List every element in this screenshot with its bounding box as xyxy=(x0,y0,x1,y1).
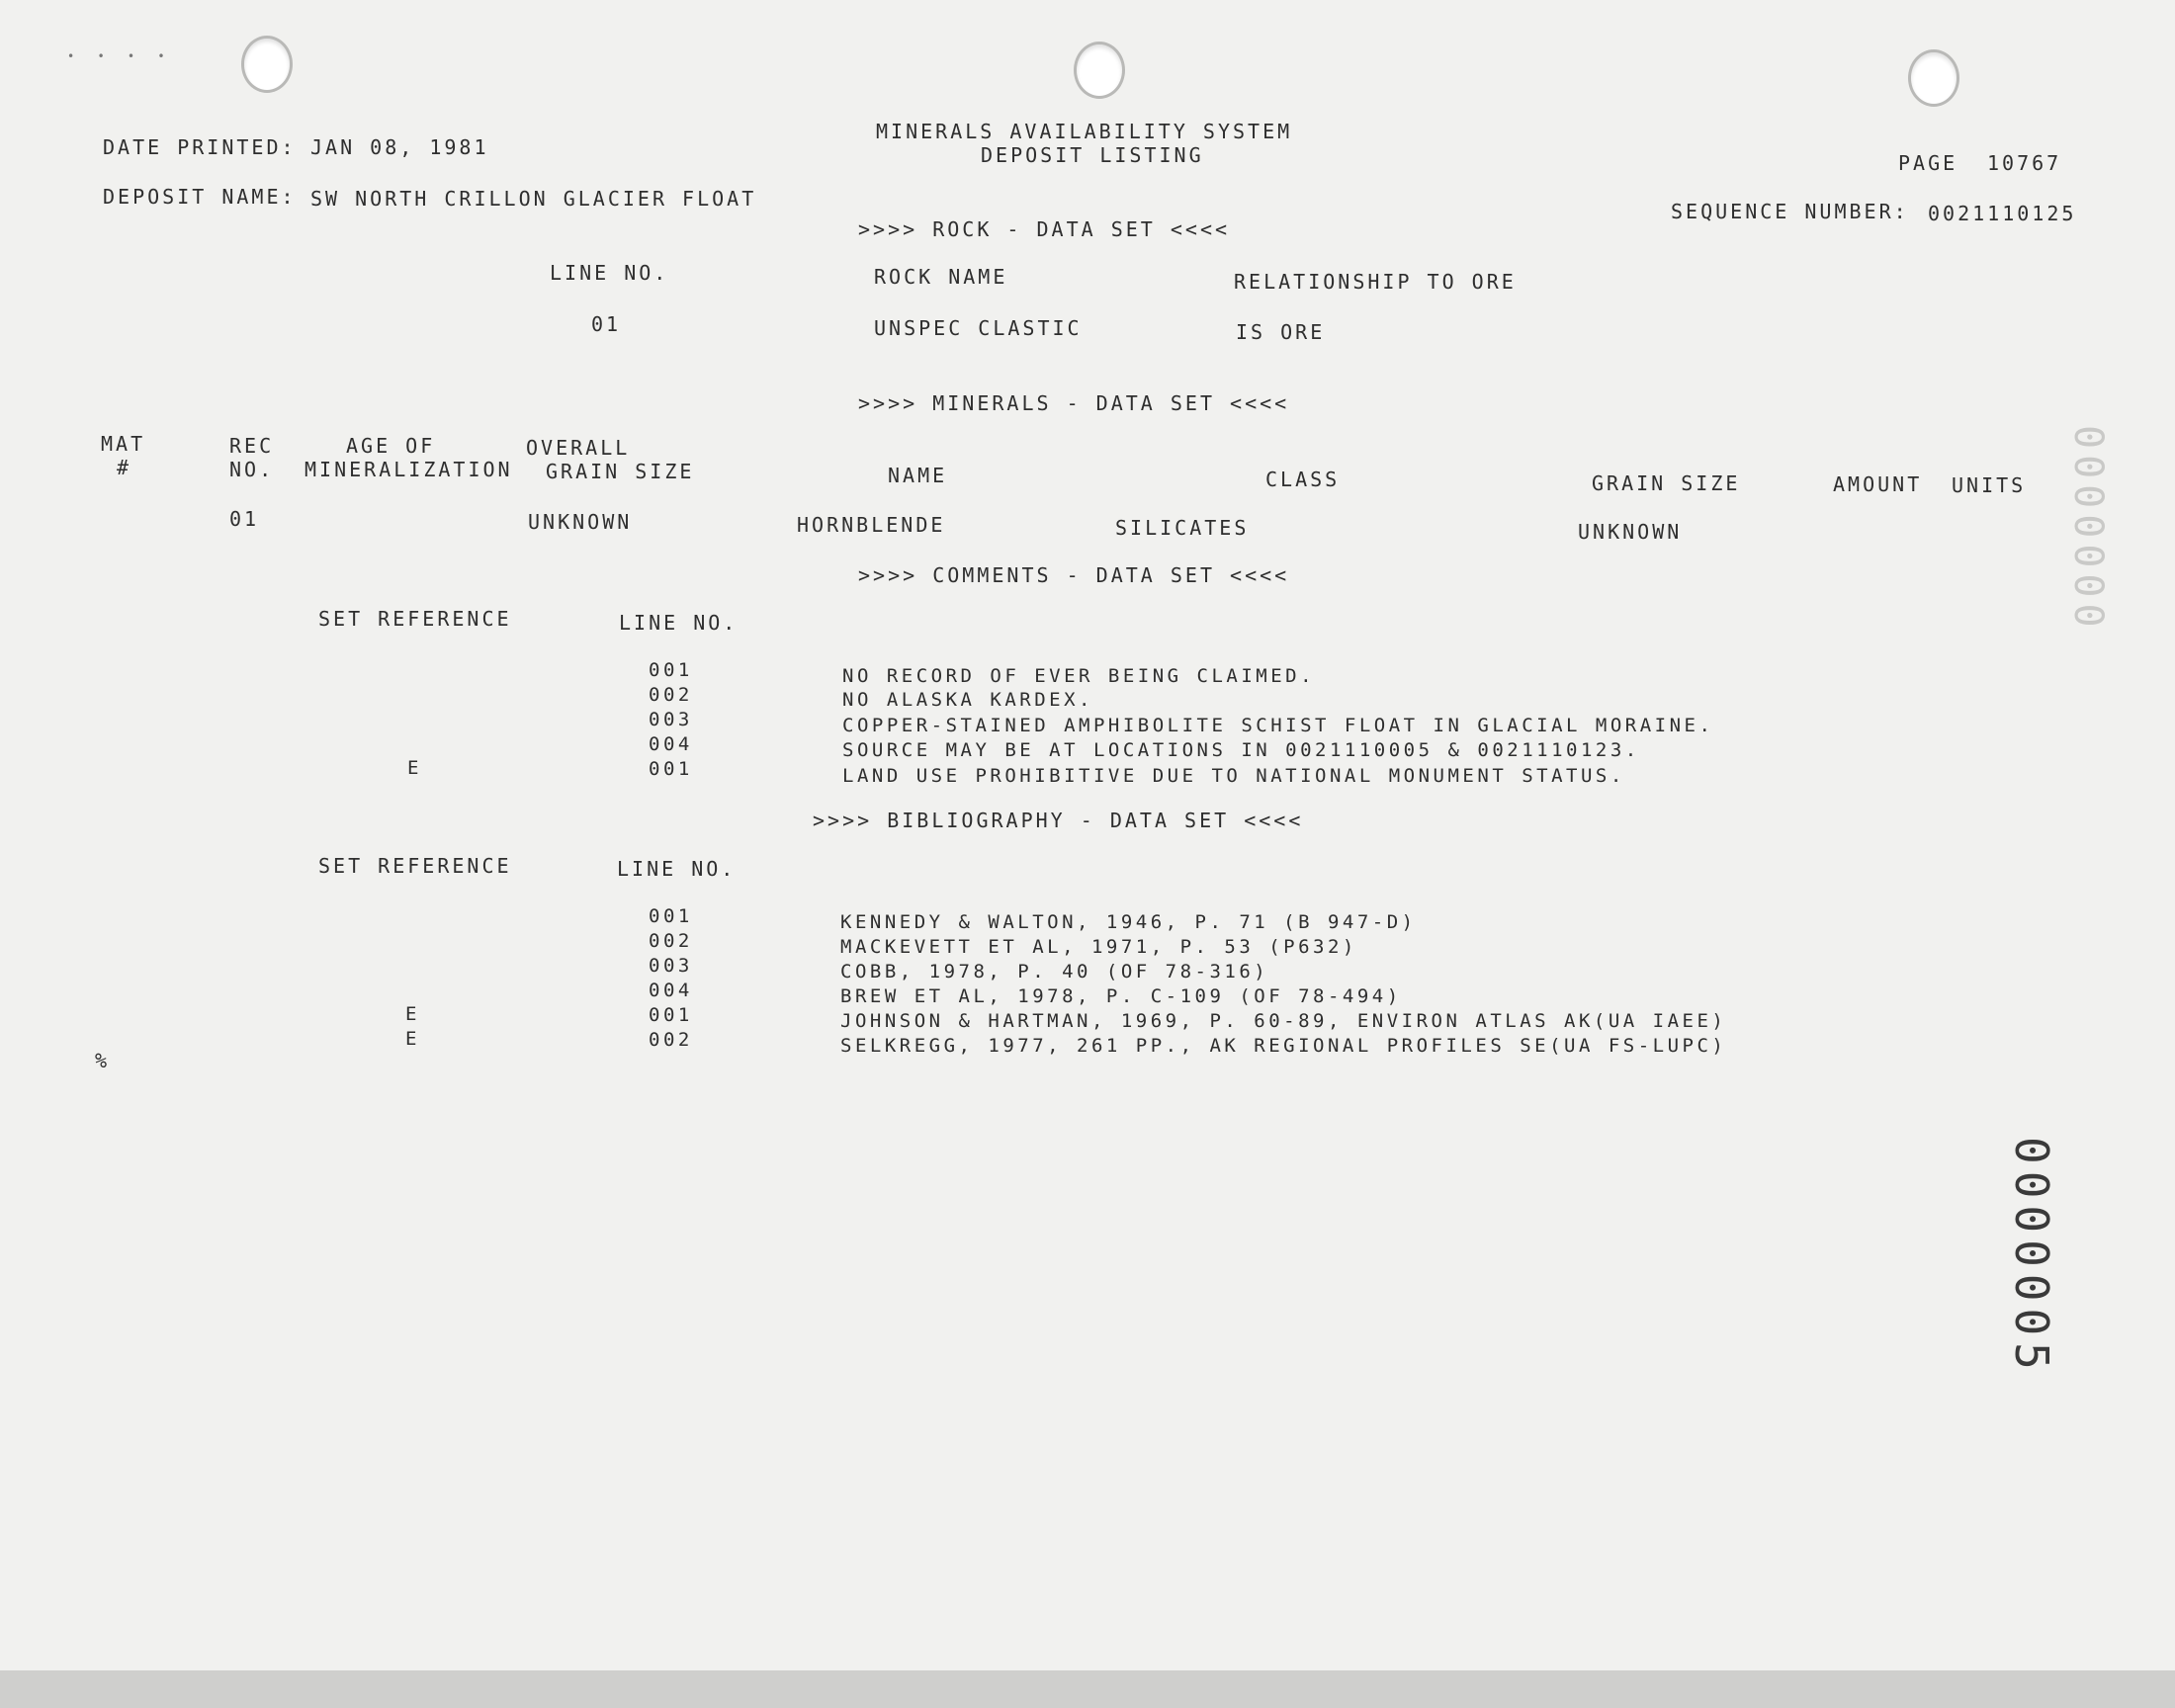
bibliography-line-no: 002 xyxy=(649,930,693,952)
min-col-class: CLASS xyxy=(1265,468,1341,491)
minerals-set-heading: >>>> MINERALS - DATA SET <<<< xyxy=(858,391,1290,415)
min-col-rec-no: NO. xyxy=(229,458,275,481)
min-row-rec-no: 01 xyxy=(229,507,260,531)
bibliography-set-ref: E xyxy=(405,1003,420,1025)
bibliography-line-no: 001 xyxy=(649,1004,693,1026)
deposit-name-value: SW NORTH CRILLON GLACIER FLOAT xyxy=(310,187,757,211)
comment-text: SOURCE MAY BE AT LOCATIONS IN 0021110005 & 0021110123. xyxy=(842,739,1640,761)
comment-text: LAND USE PROHIBITIVE DUE TO NATIONAL MONUMENT STATUS. xyxy=(842,765,1625,787)
page-label: PAGE xyxy=(1898,151,1958,175)
min-col-name: NAME xyxy=(888,464,948,487)
bibliography-text: SELKREGG, 1977, 261 PP., AK REGIONAL PROFILES SE(UA FS-LUPC) xyxy=(840,1035,1727,1057)
bibliography-col-line-no: LINE NO. xyxy=(617,857,737,881)
rock-col-rock-name: ROCK NAME xyxy=(874,265,1008,289)
rock-row-line-no: 01 xyxy=(591,312,622,336)
comment-line-no: 004 xyxy=(649,733,693,755)
bibliography-set-ref: E xyxy=(405,1028,420,1050)
min-col-mineralization: MINERALIZATION xyxy=(304,458,513,481)
min-row-overall-grain-size: UNKNOWN xyxy=(528,510,633,534)
bibliography-line-no: 002 xyxy=(649,1029,693,1051)
comments-set-heading: >>>> COMMENTS - DATA SET <<<< xyxy=(858,563,1290,587)
page-bottom-edge xyxy=(0,1670,2175,1708)
comment-text: NO RECORD OF EVER BEING CLAIMED. xyxy=(842,665,1316,687)
comment-line-no: 001 xyxy=(649,659,693,681)
frame-stamp-ghost: 0000000 xyxy=(2065,425,2111,634)
comments-col-line-no: LINE NO. xyxy=(619,611,739,635)
bibliography-text: JOHNSON & HARTMAN, 1969, P. 60-89, ENVIRON ATLAS AK(UA IAEE) xyxy=(840,1010,1727,1032)
punch-hole-left xyxy=(241,36,293,93)
min-col-mat: MAT xyxy=(101,432,146,456)
deposit-name-label: DEPOSIT NAME: xyxy=(103,185,297,209)
min-col-units: UNITS xyxy=(1952,473,2027,497)
min-col-age-of: AGE OF xyxy=(346,434,436,458)
punch-marks: • • • • xyxy=(67,49,173,63)
rock-col-line-no: LINE NO. xyxy=(550,261,669,285)
min-col-overall: OVERALL xyxy=(526,436,631,460)
min-col-amount: AMOUNT xyxy=(1833,472,1923,496)
bibliography-set-heading: >>>> BIBLIOGRAPHY - DATA SET <<<< xyxy=(813,809,1304,832)
comment-line-no: 003 xyxy=(649,709,693,730)
min-col-grain-size: GRAIN SIZE xyxy=(1592,471,1741,495)
bibliography-text: KENNEDY & WALTON, 1946, P. 71 (B 947-D) xyxy=(840,911,1417,933)
min-col-rec: REC xyxy=(229,434,275,458)
system-title: MINERALS AVAILABILITY SYSTEM xyxy=(876,120,1293,143)
min-col-mat-hash: # xyxy=(117,456,132,479)
rock-row-relationship: IS ORE xyxy=(1236,320,1326,344)
frame-number-stamp: 0000005 xyxy=(2005,1137,2058,1377)
sequence-label: SEQUENCE NUMBER: xyxy=(1671,200,1909,223)
bibliography-line-no: 001 xyxy=(649,905,693,927)
min-row-grain-size: UNKNOWN xyxy=(1578,520,1683,544)
rock-col-relationship: RELATIONSHIP TO ORE xyxy=(1234,270,1517,294)
listing-title: DEPOSIT LISTING xyxy=(981,143,1204,167)
bibliography-text: COBB, 1978, P. 40 (OF 78-316) xyxy=(840,961,1269,982)
punch-hole-right xyxy=(1908,49,1959,107)
comment-line-no: 001 xyxy=(649,758,693,780)
bibliography-col-set-reference: SET REFERENCE xyxy=(318,854,512,878)
bibliography-text: MACKEVETT ET AL, 1971, P. 53 (P632) xyxy=(840,936,1357,958)
end-of-record-mark: % xyxy=(95,1049,111,1072)
min-row-class: SILICATES xyxy=(1115,516,1250,540)
comment-set-ref: E xyxy=(407,757,422,779)
rock-row-rock-name: UNSPEC CLASTIC xyxy=(874,316,1083,340)
sequence-number: 0021110125 xyxy=(1928,202,2077,225)
comment-line-no: 002 xyxy=(649,684,693,706)
bibliography-line-no: 003 xyxy=(649,955,693,977)
bibliography-line-no: 004 xyxy=(649,980,693,1001)
min-col-overall-grain-size: GRAIN SIZE xyxy=(546,460,695,483)
date-printed-value: JAN 08, 1981 xyxy=(310,135,489,159)
page-number: 10767 xyxy=(1987,151,2062,175)
min-row-name: HORNBLENDE xyxy=(797,513,946,537)
comment-text: COPPER-STAINED AMPHIBOLITE SCHIST FLOAT IN GLACIAL MORAINE. xyxy=(842,715,1714,736)
comment-text: NO ALASKA KARDEX. xyxy=(842,689,1093,711)
rock-set-heading: >>>> ROCK - DATA SET <<<< xyxy=(858,217,1231,241)
date-printed-label: DATE PRINTED: xyxy=(103,135,297,159)
bibliography-text: BREW ET AL, 1978, P. C-109 (OF 78-494) xyxy=(840,985,1402,1007)
punch-hole-center xyxy=(1074,42,1125,99)
comments-col-set-reference: SET REFERENCE xyxy=(318,607,512,631)
